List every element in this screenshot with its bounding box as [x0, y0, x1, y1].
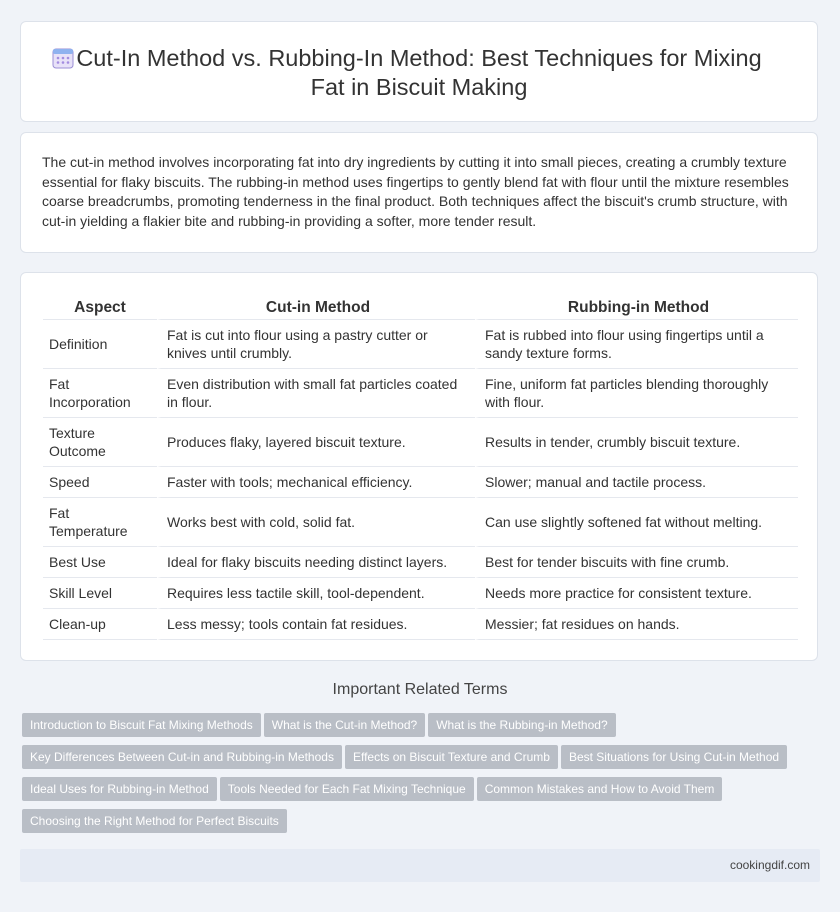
related-tag[interactable]: What is the Rubbing-in Method?	[428, 713, 615, 737]
table-row	[43, 467, 798, 498]
cell-cut-in: Even distribution with small fat particles coated in flour.	[157, 369, 475, 418]
intro-card	[20, 132, 818, 253]
related-tag[interactable]: Key Differences Between Cut-in and Rubbing-in Methods	[22, 745, 342, 769]
cell-rubbing-in: Fat is rubbed into flour using fingertips until a sandy texture forms.	[475, 320, 798, 369]
cell-aspect: Clean-up	[43, 609, 157, 640]
related-tag[interactable]: Choosing the Right Method for Perfect Biscuits	[22, 809, 287, 833]
table-row	[43, 369, 798, 418]
page-title: Cut-In Method vs. Rubbing-In Method: Best Techniques for Mixing Fat in Biscuit Making	[76, 45, 762, 100]
cell-rubbing-in: Needs more practice for consistent texture.	[475, 578, 798, 609]
table-row	[43, 609, 798, 640]
related-tag[interactable]: Tools Needed for Each Fat Mixing Technique	[220, 777, 474, 801]
comparison-card	[20, 272, 818, 661]
cell-aspect: Best Use	[43, 547, 157, 578]
cell-cut-in: Requires less tactile skill, tool-dependent.	[157, 578, 475, 609]
cell-cut-in: Produces flaky, layered biscuit texture.	[157, 418, 475, 467]
related-tag[interactable]: What is the Cut-in Method?	[264, 713, 425, 737]
cell-aspect: Definition	[43, 320, 157, 369]
cell-rubbing-in: Slower; manual and tactile process.	[475, 467, 798, 498]
related-terms-heading: Important Related Terms	[332, 681, 508, 698]
related-tag[interactable]: Introduction to Biscuit Fat Mixing Methods	[22, 713, 261, 737]
related-tags	[22, 713, 802, 841]
table-row	[43, 547, 798, 578]
cell-aspect: Speed	[43, 467, 157, 498]
cell-aspect: Fat Temperature	[43, 498, 157, 547]
cell-aspect: Texture Outcome	[43, 418, 157, 467]
header-rubbing-in: Rubbing-in Method	[475, 295, 798, 320]
footer-site-link[interactable]: cookingdif.com	[729, 858, 810, 872]
related-tag[interactable]: Effects on Biscuit Texture and Crumb	[345, 745, 558, 769]
title-card	[20, 21, 818, 122]
cell-cut-in: Less messy; tools contain fat residues.	[157, 609, 475, 640]
header-aspect: Aspect	[43, 295, 157, 320]
table-row	[43, 418, 798, 467]
table-row	[43, 498, 798, 547]
cell-cut-in: Works best with cold, solid fat.	[157, 498, 475, 547]
cell-cut-in: Fat is cut into flour using a pastry cutter or knives until crumbly.	[157, 320, 475, 369]
table-row	[43, 578, 798, 609]
cell-aspect: Fat Incorporation	[43, 369, 157, 418]
cell-rubbing-in: Best for tender biscuits with fine crumb.	[475, 547, 798, 578]
related-tag[interactable]: Best Situations for Using Cut-in Method	[561, 745, 787, 769]
table-row	[43, 320, 798, 369]
comparison-table	[43, 295, 798, 640]
cell-rubbing-in: Fine, uniform fat particles blending thoroughly with flour.	[475, 369, 798, 418]
intro-paragraph: The cut-in method involves incorporating fat into dry ingredients by cutting it into small pieces, creating a crumbly texture essential for flaky biscuits. The rubbing-in method uses fingertips to gently blend fat with flour until the mixture resembles coarse breadcrumbs, promoting tenderness in the final product. Both techniques affect the biscuit's crumb structure, with cut-in yielding a flakier bite and rubbing-in providing a softer, more tender result.	[42, 154, 789, 229]
related-tag[interactable]: Ideal Uses for Rubbing-in Method	[22, 777, 217, 801]
cell-cut-in: Faster with tools; mechanical efficiency.	[157, 467, 475, 498]
cell-cut-in: Ideal for flaky biscuits needing distinct layers.	[157, 547, 475, 578]
cell-rubbing-in: Can use slightly softened fat without melting.	[475, 498, 798, 547]
cell-rubbing-in: Messier; fat residues on hands.	[475, 609, 798, 640]
cell-rubbing-in: Results in tender, crumbly biscuit texture.	[475, 418, 798, 467]
table-header-row	[43, 295, 798, 320]
cell-aspect: Skill Level	[43, 578, 157, 609]
footer	[20, 849, 820, 882]
header-cut-in: Cut-in Method	[157, 295, 475, 320]
related-tag[interactable]: Common Mistakes and How to Avoid Them	[477, 777, 723, 801]
